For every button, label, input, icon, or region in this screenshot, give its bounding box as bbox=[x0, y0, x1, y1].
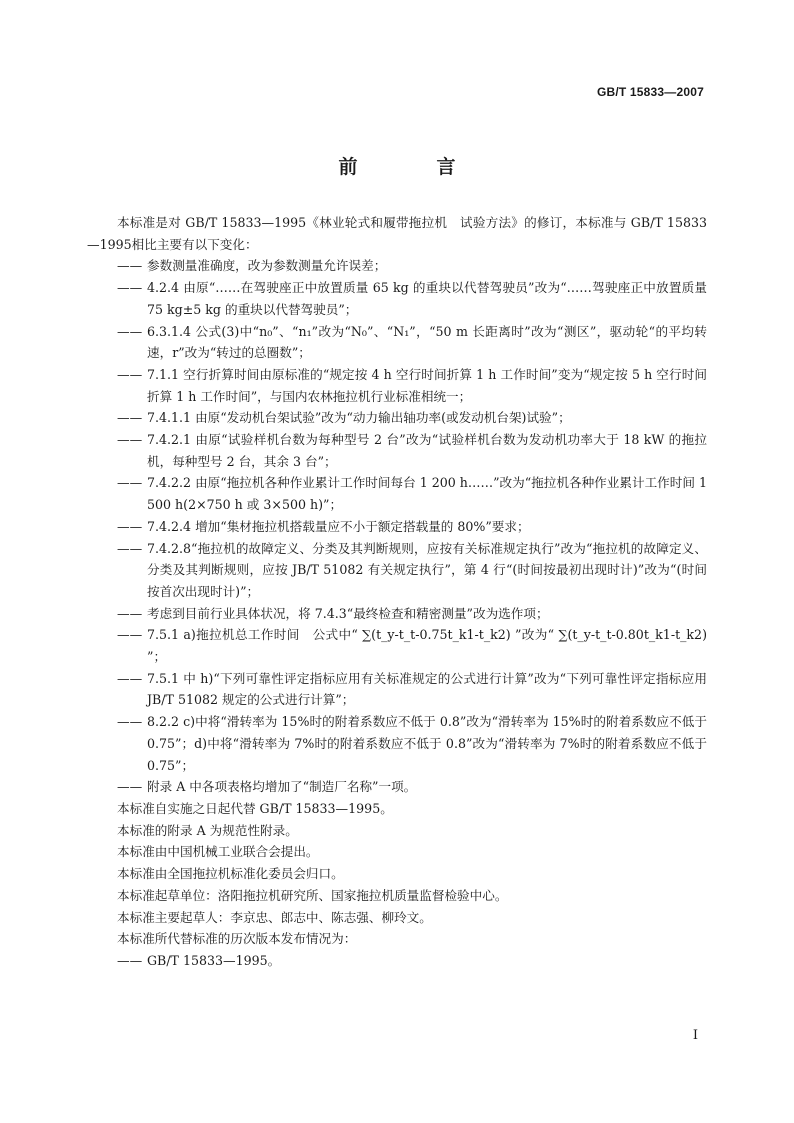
change-text: 参数测量准确度，改为参数测量允许误差； bbox=[147, 258, 387, 274]
change-item bbox=[87, 255, 707, 277]
dash-marker: —— bbox=[117, 323, 143, 339]
change-text: 7.5.1 中 h)“下列可靠性评定指标应用有关标准规定的公式进行计算”改为“下列可靠性评定指标应用 JB/T 51082 规定的公式进行计算”； bbox=[147, 670, 707, 708]
change-item bbox=[87, 429, 707, 472]
dash-marker: —— bbox=[117, 475, 143, 491]
change-text: 附录 A 中各项表格均增加了“制造厂名称”一项。 bbox=[147, 779, 417, 795]
statement-text: 本标准自实施之日起代替 GB/T 15833—1995。 bbox=[117, 800, 393, 816]
foreword-body bbox=[87, 212, 707, 972]
change-text: 7.4.2.2 由原“拖拉机各种作业累计工作时间每台 1 200 h……”改为“拖拉机各种作业累计工作时间 1 500 h(2×750 h 或 3×500 h)”； bbox=[147, 475, 707, 513]
change-text: GB/T 15833—1995。 bbox=[147, 952, 281, 968]
dash-marker: —— bbox=[117, 366, 143, 382]
statement-item bbox=[87, 863, 707, 885]
change-text: 7.4.2.8“拖拉机的故障定义、分类及其判断规则，应按有关标准规定执行”改为“拖拉机的故障定义、分类及其判断规则，应按 JB/T 51082 有关规定执行”，第 4 行“(时间按最初出现时计)”改为“(时间按首次出现时计)”； bbox=[147, 540, 707, 599]
change-text: 6.3.1.4 公式(3)中“n₀”、“n₁”改为“N₀”、“N₁”，“50 m 长距离时”改为“测区”，驱动轮“的平均转速，r”改为“转过的总圈数”； bbox=[147, 323, 707, 361]
change-text: 7.4.2.1 由原“试验样机台数为每种型号 2 台”改为“试验样机台数为发动机功率大于 18 kW 的拖拉机，每种型号 2 台，其余 3 台”； bbox=[147, 432, 707, 469]
statement-item bbox=[87, 820, 707, 842]
change-text: 考虑到目前行业具体状况，将 7.4.3“最终检查和精密测量”改为选作项； bbox=[147, 605, 549, 621]
change-item bbox=[87, 711, 707, 776]
dash-marker: —— bbox=[117, 540, 143, 556]
change-text: 7.4.1.1 由原“发动机台架试验”改为“动力输出轴功率(或发动机台架)试验”； bbox=[147, 410, 571, 426]
change-item bbox=[87, 321, 707, 364]
dash-marker: —— bbox=[117, 280, 143, 296]
change-item bbox=[87, 516, 707, 538]
history-list bbox=[87, 950, 707, 972]
change-text: 7.1.1 空行折算时间由原标准的“规定按 4 h 空行时间折算 1 h 工作时间”变为“规定按 5 h 空行时间折算 1 h 工作时间”，与国内农林拖拉机行业标准相统一； bbox=[147, 366, 707, 404]
dash-marker: —— bbox=[117, 518, 143, 534]
statement-text: 本标准起草单位：洛阳拖拉机研究所、国家拖拉机质量监督检验中心。 bbox=[117, 887, 508, 903]
standard-code: GB/T 15833—2007 bbox=[596, 85, 704, 99]
changes-list bbox=[87, 255, 707, 798]
change-text: 7.5.1 a)拖拉机总工作时间 公式中“ ∑(t_y-t_t-0.75t_k1-t_k2) ”改为“ ∑(t_y-t_t-0.80t_k1-t_k2) ”； bbox=[147, 627, 707, 665]
intro-paragraph: 本标准是对 GB/T 15833—1995《林业轮式和履带拖拉机 试验方法》的修订，本标准与 GB/T 15833—1995相比主要有以下变化： bbox=[87, 215, 707, 252]
statements-list bbox=[87, 798, 707, 950]
change-item bbox=[87, 407, 707, 429]
dash-marker: —— bbox=[117, 670, 143, 686]
statement-item bbox=[87, 928, 707, 950]
change-text: 4.2.4 由原“……在驾驶座正中放置质量 65 kg 的重块以代替驾驶员”改为“……驾驶座正中放置质量 75 kg±5 kg 的重块以代替驾驶员”； bbox=[147, 280, 707, 317]
dash-marker: —— bbox=[117, 605, 143, 621]
dash-marker: —— bbox=[117, 714, 143, 730]
statement-text: 本标准由全国拖拉机标准化委员会归口。 bbox=[117, 866, 344, 882]
change-text: 7.4.2.4 增加“集材拖拉机搭载量应不小于额定搭载量的 80%”要求； bbox=[147, 518, 530, 534]
statement-item bbox=[87, 907, 707, 929]
change-item bbox=[87, 668, 707, 711]
page-number: I bbox=[692, 1028, 698, 1043]
statement-text: 本标准主要起草人：李京忠、郎志中、陈志强、柳玲文。 bbox=[117, 909, 432, 925]
dash-marker: —— bbox=[117, 258, 143, 274]
change-item bbox=[87, 472, 707, 515]
statement-text: 本标准所代替标准的历次版本发布情况为： bbox=[117, 931, 357, 947]
statement-text: 本标准由中国机械工业联合会提出。 bbox=[117, 844, 319, 860]
statement-item bbox=[87, 841, 707, 863]
dash-marker: —— bbox=[117, 952, 143, 968]
page-title: 前 言 bbox=[338, 156, 486, 178]
change-item bbox=[87, 364, 707, 407]
statement-item bbox=[87, 885, 707, 907]
change-item bbox=[87, 277, 707, 320]
statement-item bbox=[87, 798, 707, 820]
statement-text: 本标准的附录 A 为规范性附录。 bbox=[117, 822, 298, 838]
dash-marker: —— bbox=[117, 410, 143, 426]
dash-marker: —— bbox=[117, 779, 143, 795]
change-item bbox=[87, 776, 707, 798]
change-item bbox=[87, 950, 707, 972]
change-text: 8.2.2 c)中将“滑转率为 15%时的附着系数应不低于 0.8”改为“滑转率为 15%时的附着系数应不低于 0.75”；d)中将“滑转率为 7%时的附着系数应不低于 0.8”改为“滑转率为 7%时的附着系数应不低于 0.75”； bbox=[147, 714, 707, 773]
dash-marker: —— bbox=[117, 432, 143, 448]
change-item bbox=[87, 603, 707, 625]
change-item bbox=[87, 624, 707, 667]
dash-marker: —— bbox=[117, 627, 143, 643]
change-item bbox=[87, 538, 707, 603]
